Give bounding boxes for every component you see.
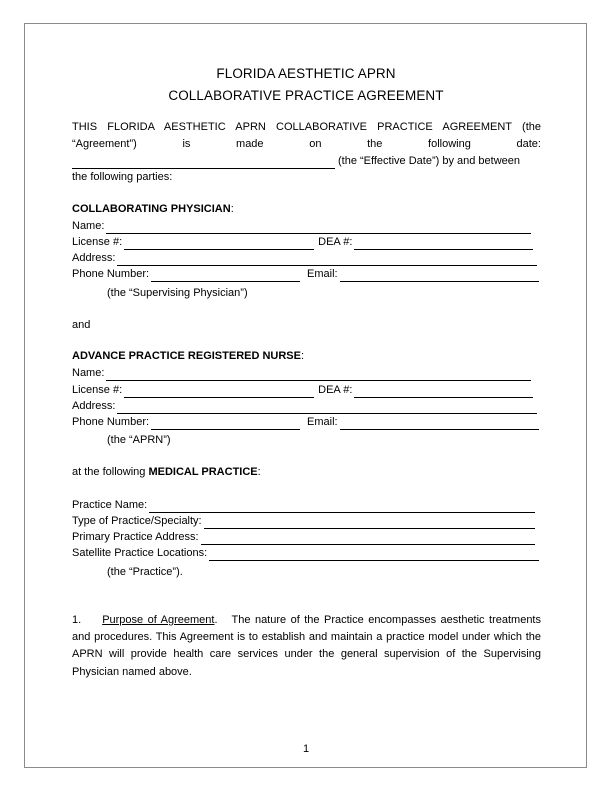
heading-colon: :: [230, 203, 234, 215]
aprn-name-label: Name:: [72, 367, 105, 379]
intro-word: following: [428, 138, 471, 150]
section-1-heading-period: .: [214, 614, 218, 626]
aprn-name-field[interactable]: [106, 369, 531, 381]
practice-address-label: Primary Practice Address:: [72, 531, 199, 543]
aprn-heading-text: ADVANCE PRACTICE REGISTERED NURSE: [72, 350, 301, 362]
physician-address-label: Address:: [72, 252, 116, 264]
aprn-dea-label: DEA #:: [318, 384, 353, 396]
intro-line2: [72, 138, 541, 150]
physician-name-label: Name:: [72, 220, 105, 232]
physician-license-field[interactable]: [124, 238, 314, 250]
practice-type-row: [72, 513, 535, 529]
practice-satellite-field[interactable]: [209, 549, 539, 561]
intro-word: the: [367, 138, 383, 150]
physician-alias: (the “Supervising Physician”): [107, 287, 248, 299]
section-1-paragraph: [72, 612, 541, 681]
physician-email-label: Email:: [307, 268, 338, 280]
physician-address-field[interactable]: [117, 254, 537, 266]
practice-type-field[interactable]: [204, 517, 535, 529]
intro-word: “Agreement”): [72, 138, 137, 150]
aprn-dea-field[interactable]: [354, 386, 533, 398]
section-1-number: 1.: [72, 614, 82, 626]
intro-word: is: [182, 138, 191, 150]
section-1-text: The nature of the Practice encompasses aesthetic treatments and procedures. This Agreement is to establish and maintain a practice model under which the APRN will provide health care services under the general supervision of the Supervising Physician named above.: [72, 614, 541, 678]
aprn-phone-field[interactable]: [151, 418, 300, 430]
practice-satellite-row: [72, 545, 539, 561]
and-connector: and: [72, 319, 91, 331]
aprn-phone-label: Phone Number:: [72, 416, 150, 428]
physician-heading-text: COLLABORATING PHYSICIAN: [72, 203, 231, 215]
aprn-address-field[interactable]: [117, 402, 537, 414]
physician-address-row: [72, 250, 537, 266]
aprn-email-label: Email:: [307, 416, 338, 428]
aprn-heading: [72, 350, 541, 362]
heading-colon: :: [257, 466, 261, 478]
practice-heading-text: MEDICAL PRACTICE: [148, 466, 258, 478]
page-number: 1: [302, 743, 310, 755]
physician-email-field[interactable]: [340, 270, 539, 282]
practice-address-field[interactable]: [201, 533, 535, 545]
aprn-name-row: [72, 365, 531, 381]
physician-name-field[interactable]: [106, 222, 531, 234]
aprn-license-field[interactable]: [124, 386, 314, 398]
document-title-line2: COLLABORATIVE PRACTICE AGREEMENT: [168, 88, 444, 103]
document-title-line1: FLORIDA AESTHETIC APRN: [216, 66, 396, 81]
aprn-license-label: License #:: [72, 384, 123, 396]
practice-satellite-label: Satellite Practice Locations:: [72, 547, 208, 559]
aprn-phone-row: [72, 414, 539, 430]
effective-date-suffix: (the “Effective Date”) by and between: [338, 155, 521, 167]
practice-address-row: [72, 529, 535, 545]
aprn-alias: (the “APRN”): [107, 434, 171, 446]
physician-phone-label: Phone Number:: [72, 268, 150, 280]
section-1-heading: Purpose of Agreement: [102, 614, 215, 626]
practice-name-label: Practice Name:: [72, 499, 148, 511]
physician-license-label: License #:: [72, 236, 123, 248]
heading-colon: :: [301, 350, 305, 362]
intro-word: date:: [516, 138, 541, 150]
practice-intro-prefix: at the following: [72, 466, 149, 478]
practice-name-row: [72, 497, 535, 513]
practice-intro: [72, 466, 541, 478]
aprn-license-row: [72, 382, 533, 398]
physician-phone-row: [72, 266, 539, 282]
practice-name-field[interactable]: [149, 501, 535, 513]
intro-line1: THIS FLORIDA AESTHETIC APRN COLLABORATIVE PRACTICE AGREEMENT (the: [72, 121, 541, 133]
practice-alias: (the “Practice”).: [107, 566, 183, 578]
aprn-email-field[interactable]: [340, 418, 539, 430]
physician-dea-field[interactable]: [354, 238, 533, 250]
effective-date-field[interactable]: [72, 157, 335, 169]
aprn-address-label: Address:: [72, 400, 116, 412]
physician-dea-label: DEA #:: [318, 236, 353, 248]
intro-line4: the following parties:: [72, 171, 173, 183]
physician-license-row: [72, 234, 533, 250]
intro-word: made: [236, 138, 264, 150]
intro-word: on: [309, 138, 322, 150]
practice-type-label: Type of Practice/Specialty:: [72, 515, 202, 527]
effective-date-row: [72, 153, 541, 169]
aprn-address-row: [72, 398, 537, 414]
physician-phone-field[interactable]: [151, 270, 300, 282]
physician-name-row: [72, 218, 531, 234]
physician-heading: [72, 203, 541, 215]
